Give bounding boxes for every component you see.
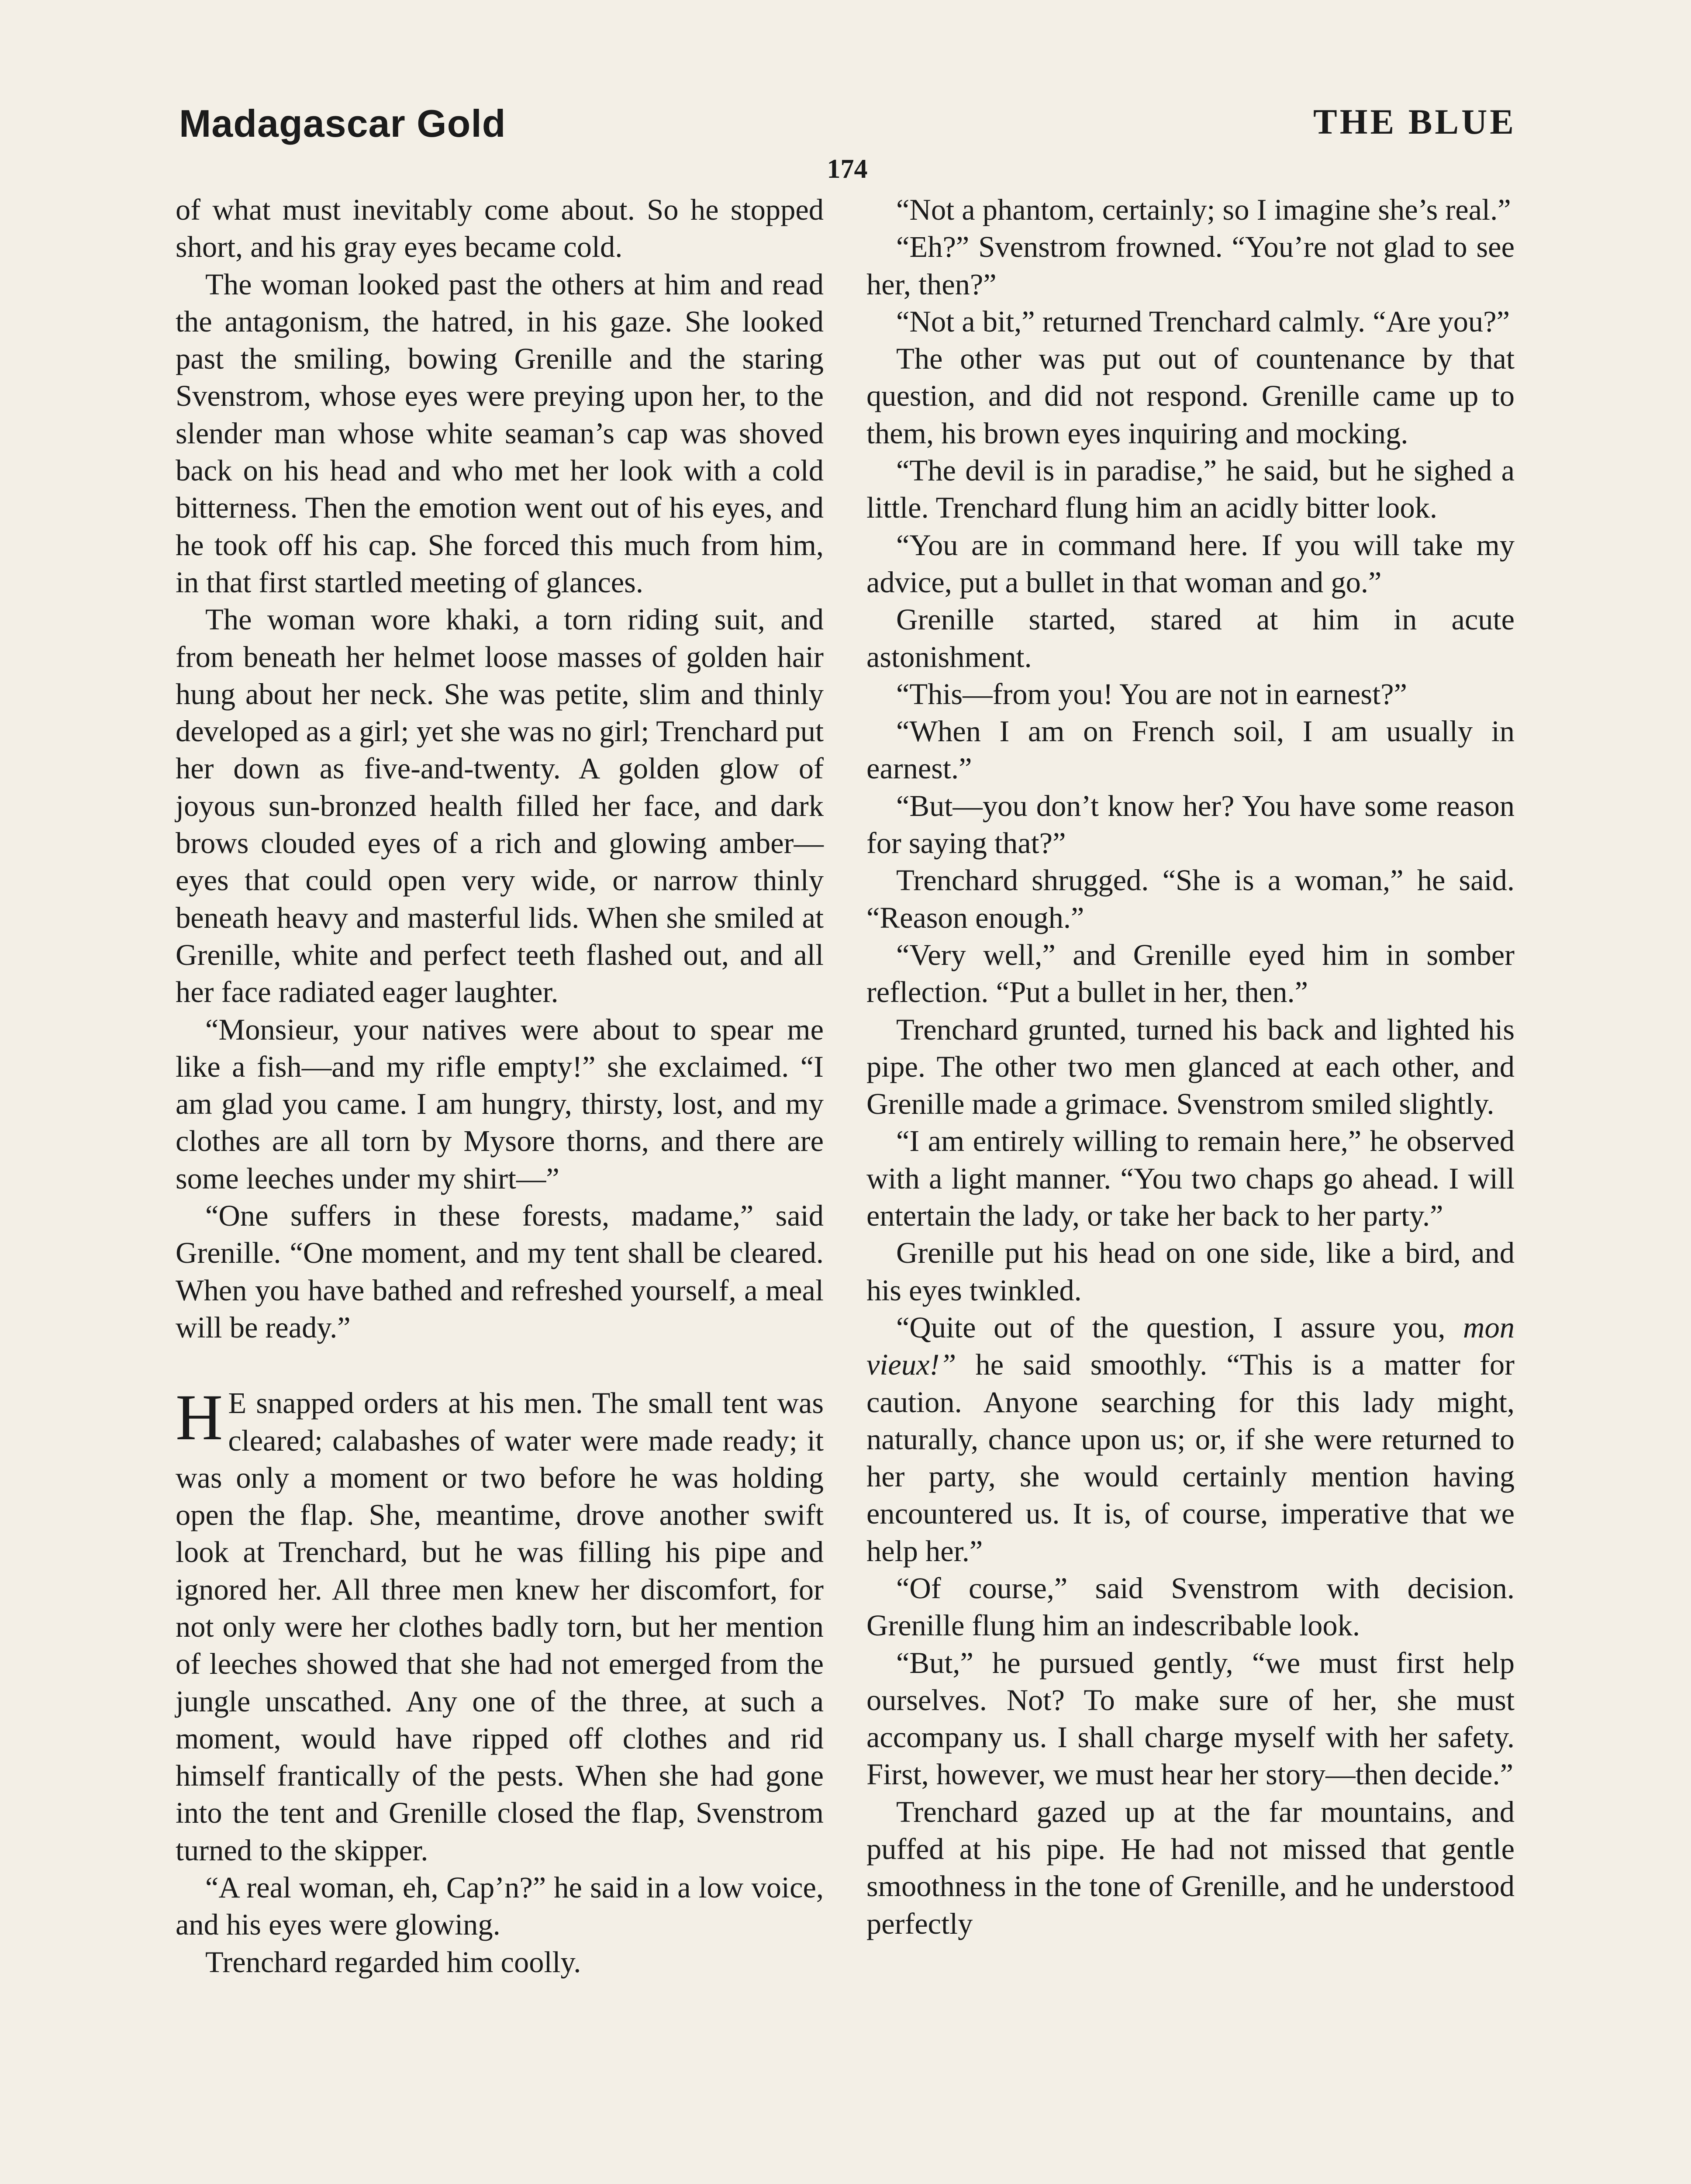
left-column bbox=[176, 191, 824, 1981]
paragraph: “Not a bit,” returned Trenchard calmly. “Are you?” bbox=[896, 304, 1510, 338]
quote-paragraph bbox=[866, 1309, 1515, 1570]
paragraph: “Eh?” Svenstrom frowned. “You’re not glad to see her, then?” bbox=[866, 230, 1515, 301]
magazine-title: THE BLUE bbox=[1313, 102, 1516, 142]
paragraph: Trenchard gazed up at the far mountains, and puffed at his pipe. He had not missed that gentle smoothness in the tone of Grenille, and he understood perfectly bbox=[866, 1795, 1515, 1940]
paragraph: The woman looked past the others at him and read the antagonism, the hatred, in his gaze. She looked past the smiling, bowing Grenille and the staring Svenstrom, whose eyes were preying upon her, to the slender man whose white seaman’s cap was shoved back on his head and who met her look with a cold bitterness. Then the emotion went out of his eyes, and he took off his cap. She forced this much from him, in that first startled meeting of glances. bbox=[176, 267, 824, 599]
paragraph: The woman wore khaki, a torn riding suit, and from beneath her helmet loose masses of golden hair hung about her neck. She was petite, slim and thinly developed as a girl; yet she was no girl; Trenchard put her down as five-and-twenty. A golden glow of joyous sun-bronzed health filled her face, and dark brows clouded eyes of a rich and glowing amber—eyes that could open very wide, or narrow thinly beneath heavy and masterful lids. When she smiled at Grenille, white and perfect teeth flashed out, and all her face radiated eager laughter. bbox=[176, 603, 824, 1009]
paragraph: “When I am on French soil, I am usually in earnest.” bbox=[866, 715, 1515, 785]
paragraph: The other was put out of countenance by that question, and did not respond. Grenille came up to them, his brown eyes inquiring and mocking. bbox=[866, 342, 1515, 450]
paragraph: “The devil is in paradise,” he said, but he sighed a little. Trenchard flung him an acidly bitter look. bbox=[866, 454, 1515, 525]
paragraph: “A real woman, eh, Cap’n?” he said in a low voice, and his eyes were glowing. bbox=[176, 1871, 824, 1942]
paragraph: “Of course,” said Svenstrom with decision. Grenille flung him an indescribable look. bbox=[866, 1571, 1515, 1642]
paragraph: “Not a phantom, certainly; so I imagine she’s real.” bbox=[896, 193, 1511, 226]
quote-text-italic: mon vieux!” bbox=[866, 1310, 1515, 1382]
drop-cap: H bbox=[176, 1381, 223, 1454]
dropcap-paragraph-text: E snapped orders at his men. The small tent was cleared; calabashes of water were made ready; it was only a moment or two before he was holding open the flap. She, meantime, drove another swift look at Trenchard, but he was filling his pipe and ignored her. All three men knew her discomfort, for not only were her clothes badly torn, but her mention of leeches showed that she had not emerged from the jungle unscathed. Any one of the three, at such a moment, would have ripped off clothes and rid himself frantically of the pests. When she had gone into the tent and Grenille closed the flap, Svenstrom turned to the skipper. bbox=[176, 1386, 824, 1867]
paragraph: of what must inevitably come about. So he stopped short, and his gray eyes became cold. bbox=[176, 193, 824, 264]
paragraph: Trenchard grunted, turned his back and lighted his pipe. The other two men glanced at each other, and Grenille made a grimace. Svenstrom smiled slightly. bbox=[866, 1013, 1515, 1121]
paragraph: “Monsieur, your natives were about to spear me like a fish—and my rifle empty!” she exclaimed. “I am glad you came. I am hungry, thirsty, lost, and my clothes are all torn by Mysore thorns, and there are some leeches under my shirt—” bbox=[176, 1013, 824, 1195]
paragraph: “But—you don’t know her? You have some reason for saying that?” bbox=[866, 789, 1515, 860]
dropcap-paragraph bbox=[176, 1381, 824, 1869]
paragraph: Grenille put his head on one side, like a bird, and his eyes twinkled. bbox=[866, 1236, 1515, 1307]
paragraph: “I am entirely willing to remain here,” he observed with a light manner. “You two chaps go ahead. I will entertain the lady, or take her back to her party.” bbox=[866, 1124, 1515, 1233]
paragraph: “This—from you! You are not in earnest?” bbox=[896, 677, 1407, 711]
quote-text-start: “Quite out of the question, I assure you, bbox=[896, 1310, 1463, 1344]
paragraph: “Very well,” and Grenille eyed him in somber reflection. “Put a bullet in her, then.” bbox=[866, 938, 1515, 1009]
paragraph: Trenchard shrugged. “She is a woman,” he said. “Reason enough.” bbox=[866, 864, 1515, 934]
paragraph: “One suffers in these forests, madame,” said Grenille. “One moment, and my tent shall be cleared. When you have bathed and refreshed yourself, a meal will be ready.” bbox=[176, 1199, 824, 1344]
paragraph: Grenille started, stared at him in acute astonishment. bbox=[866, 603, 1515, 674]
paragraph: Trenchard regarded him coolly. bbox=[205, 1945, 581, 1979]
section-break bbox=[176, 1346, 824, 1385]
story-title: Madagascar Gold bbox=[179, 102, 506, 145]
paragraph: “But,” he pursued gently, “we must first help ourselves. Not? To make sure of her, she must accompany us. I shall charge myself with her safety. First, however, we must hear her story—then decide.” bbox=[866, 1646, 1515, 1791]
quote-text-end: he said smoothly. “This is a matter for caution. Anyone searching for this lady might, naturally, chance upon us; or, if she were returned to her party, she would certainly mention having encountered us. It is, of course, imperative that we help her.” bbox=[866, 1348, 1515, 1568]
page-number: 174 bbox=[827, 154, 868, 184]
right-column bbox=[866, 191, 1515, 1942]
paragraph: “You are in command here. If you will take my advice, put a bullet in that woman and go.” bbox=[866, 528, 1515, 599]
